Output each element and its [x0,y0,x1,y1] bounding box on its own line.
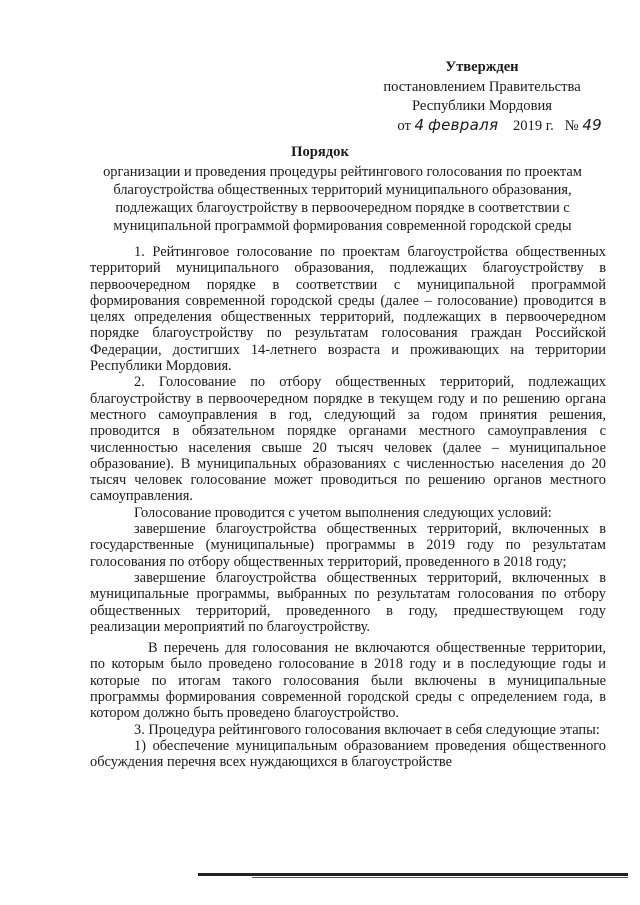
paragraph-condition-1: завершение благоустройства общественных территорий, включенных в государственные (муниципальные) программы в 2019 году по результатам голосования по отбору общественных территорий, проведенного в 2018 году; [90,521,606,570]
paragraph-2: 2. Голосование по отбору общественных территорий, подлежащих благоустройству в первоочередном порядке в текущем году и по решению органа местного самоуправления в год, следующий за годом принятия решения, проводится в обязательном порядке органами местного самоуправления с численностью населения свыше 20 тысяч человек (далее – муниципальное образование). В муниципальных образованиях с численностью населения до 20 тысяч человек голосование может проводиться по решению органов местного самоуправления. [90,374,606,505]
document-subtitle: организации и проведения процедуры рейтингового голосования по проектам благоустройства общественных территорий муниципального образования, подлежащих благоустройству в первоочередном порядке в соответствии с муниципальной программой формирования современной городской среды [103,164,582,234]
paragraph-condition-2: завершение благоустройства общественных территорий, включенных в муниципальные программы, выбранных по результатам голосования по отбору общественных территорий, проведенного в году, предшествующем году реализации мероприятий по благоустройству. [90,569,606,635]
approval-date-line [362,116,602,136]
document-body [90,244,606,771]
document-number: 49 [582,116,602,134]
paragraph-3-item-1: 1) обеспечение муниципальным образованием проведения общественного обсуждения перечня всех нуждающихся в благоустройстве [90,737,606,771]
date-prefix: от [397,118,411,134]
date-month: февраля [428,116,499,134]
approval-title: Утвержден [445,59,519,75]
approval-line-1: постановлением Правительства [383,79,581,95]
approval-line-2: Республики Мордовия [411,98,552,114]
number-label: № [564,118,579,134]
approval-stamp [362,58,602,136]
paragraph-1: 1. Рейтинговое голосование по проектам благоустройства общественных территорий муниципального образования, подлежащих благоустройству в первоочередном порядке в соответствии с муниципальной программой формирования современной городской среды (далее – голосование) проводится в целях определения общественных территорий, подлежащих в первоочередном порядке благоустройству по результатам голосования граждан Российской Федерации, достигших 14-летнего возраста и проживающих на территории Республики Мордовия. [90,244,606,375]
date-day: 4 [414,116,425,134]
paragraph-exclusion: В перечень для голосования не включаются общественные территории, по которым было проведено голосование в 2018 году и в последующие годы и которые по итогам такого голосования были включены в муниципальные программы формирования современной городской среды с определением года, в котором должно быть проведено благоустройство. [90,640,606,722]
footer-scan-line-thin [252,877,628,878]
date-year: 2019 г. [512,118,554,134]
paragraph-conditions: Голосование проводится с учетом выполнения следующих условий: [134,504,552,521]
footer-scan-line [198,873,628,876]
paragraph-3: 3. Процедура рейтингового голосования включает в себя следующие этапы: [134,721,600,738]
document-title: Порядок [291,144,349,160]
